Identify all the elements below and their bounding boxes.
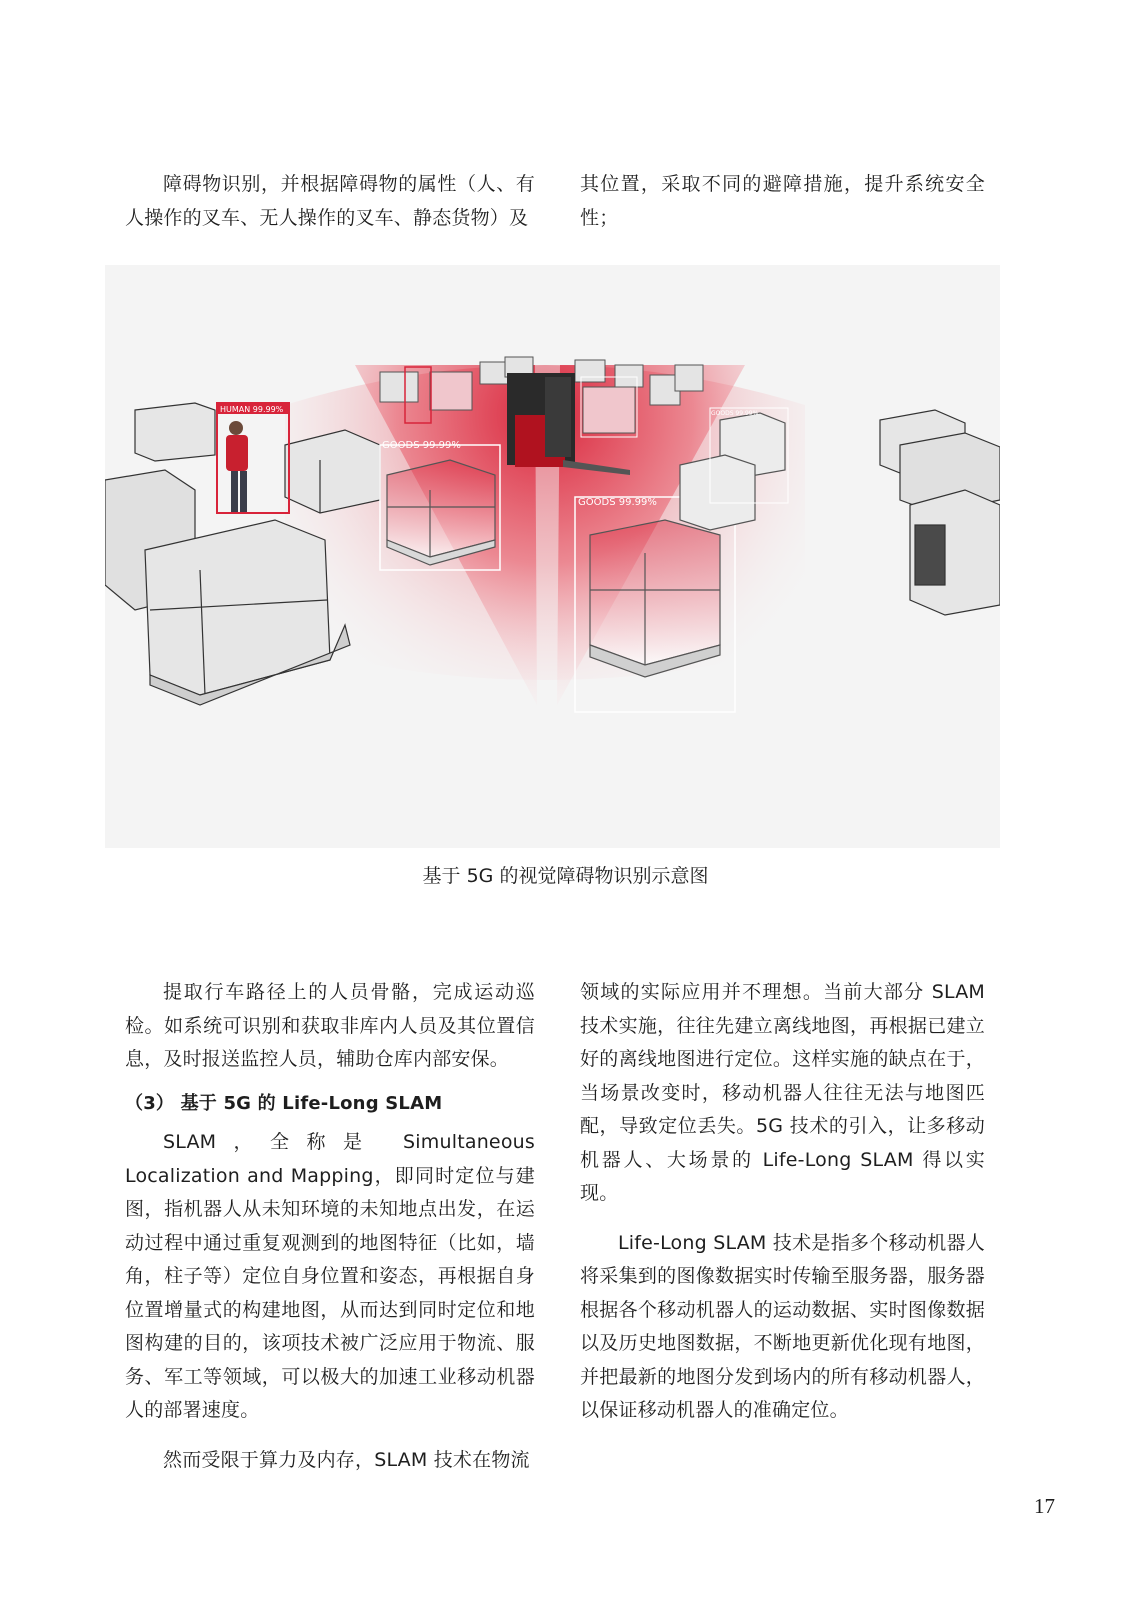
goods-label-front: GOODS 99.99% — [578, 497, 657, 508]
front-goods — [590, 520, 720, 677]
figure-caption: 基于 5G 的视觉障碍物识别示意图 — [422, 865, 709, 887]
goods-label-small: GOODS 99.99% — [711, 410, 759, 417]
bottom-right-column — [580, 976, 985, 1428]
center-goods — [387, 460, 495, 565]
body-paragraph: 领域的实际应用并不理想。当前大部分 SLAM 技术实施，往往先建立离线地图，再根据已建立好的离线地图进行定位。这样实施的缺点在于，当场景改变时，移动机器人往往无法与地图匹配，导致定位丢失。5G 技术的引入，让多移动机器人、大场景的 Life-Long SLAM 得以实现。 — [580, 981, 985, 1204]
bottom-left-column — [125, 976, 535, 1477]
warehouse-illustration — [105, 265, 1000, 848]
body-paragraph: 提取行车路径上的人员骨骼，完成运动巡检。如系统可识别和获取非库内人员及其位置信息，及时报送监控人员，辅助仓库内部安保。 — [125, 981, 535, 1070]
top-right-column — [580, 168, 985, 235]
body-paragraph: 其位置，采取不同的避障措施，提升系统安全性； — [580, 173, 985, 229]
top-left-column — [125, 168, 535, 235]
goods-label-center: GOODS 99.99% — [382, 440, 461, 451]
body-paragraph: SLAM，全称是 Simultaneous Localization and Mapping，即同时定位与建图，指机器人从未知环境的未知地点出发，在运动过程中通过重复观测到的地图特征（比如，墙角，柱子等）定位自身位置和姿态，再根据自身位置增量式的构建地图，从而达到同时定位和地图构建的目的，该项技术被广泛应用于物流、服务、军工等领域，可以极大的加速工业移动机器人的部署速度。 — [125, 1131, 535, 1421]
page-number: 17 — [1034, 1494, 1055, 1518]
body-paragraph: 然而受限于算力及内存，SLAM 技术在物流 — [163, 1448, 530, 1471]
body-paragraph: 障碍物识别，并根据障碍物的属性（人、有人操作的叉车、无人操作的叉车、静态货物）及 — [125, 173, 535, 229]
human-label: HUMAN 99.99% — [220, 405, 284, 414]
section-heading: （3） 基于 5G 的 Life-Long SLAM — [125, 1092, 443, 1114]
body-paragraph: Life-Long SLAM 技术是指多个移动机器人将采集到的图像数据实时传输至服务器，服务器根据各个移动机器人的运动数据、实时图像数据以及历史地图数据，不断地更新优化现有地图，并把最新的地图分发到场内的所有移动机器人，以保证移动机器人的准确定位。 — [580, 1231, 985, 1421]
obstacle-recognition-figure — [105, 265, 1000, 848]
